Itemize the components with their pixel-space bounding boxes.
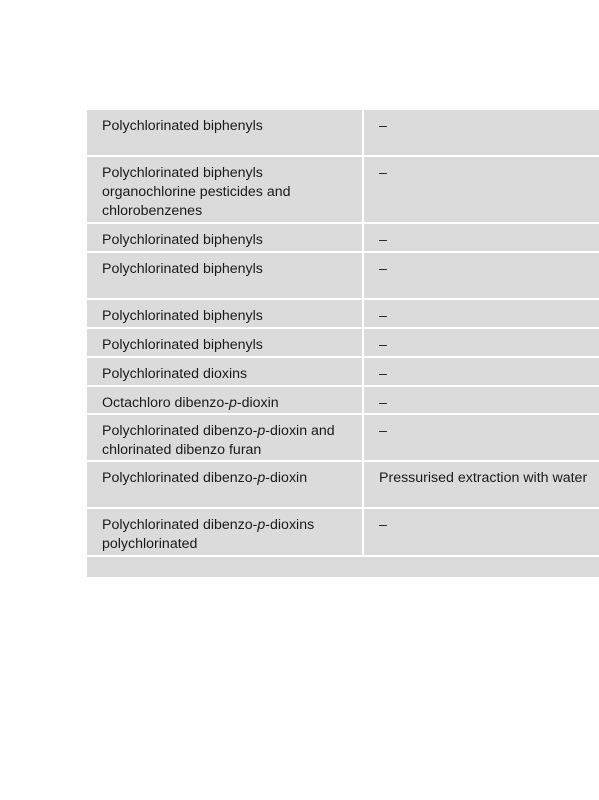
method-cell: – [379, 261, 387, 277]
table-row [87, 110, 599, 157]
method-cell: – [379, 423, 387, 439]
compound-cell: Polychlorinated dibenzo-p-dioxin and chlorinated dibenzo furan [87, 415, 364, 460]
method-cell: – [379, 366, 387, 382]
compound-cell: Polychlorinated biphenyls [87, 224, 364, 251]
compound-table [87, 110, 599, 577]
table-row [87, 157, 599, 224]
table-row [87, 509, 599, 557]
method-cell: – [379, 232, 387, 248]
method-cell: – [379, 337, 387, 353]
method-cell: – [379, 395, 387, 411]
method-cell: – [379, 118, 387, 134]
table-row [87, 253, 599, 300]
compound-cell: Polychlorinated dibenzo-p-dioxins polychlorinated [87, 509, 364, 555]
table-row [87, 358, 599, 387]
table-row [87, 387, 599, 415]
compound-cell: Octachloro dibenzo-p-dioxin [87, 387, 364, 413]
method-cell: – [379, 308, 387, 324]
table-row [87, 224, 599, 253]
table-footer-band [87, 557, 599, 577]
compound-cell: Polychlorinated biphenyls [87, 253, 364, 298]
compound-cell: Polychlorinated biphenyls [87, 329, 364, 356]
compound-cell: Polychlorinated biphenyls organochlorine pesticides and chlorobenzenes [87, 157, 364, 222]
method-cell: – [379, 517, 387, 533]
table-row [87, 462, 599, 509]
table-row [87, 329, 599, 358]
compound-cell: Polychlorinated biphenyls [87, 300, 364, 327]
compound-cell: Polychlorinated dioxins [87, 358, 364, 385]
method-cell: – [379, 165, 387, 181]
table-row [87, 300, 599, 329]
compound-cell: Polychlorinated dibenzo-p-dioxin [87, 462, 364, 507]
compound-cell: Polychlorinated biphenyls [87, 110, 364, 155]
method-cell: Pressurised extraction with water [379, 470, 588, 486]
table-row [87, 415, 599, 462]
